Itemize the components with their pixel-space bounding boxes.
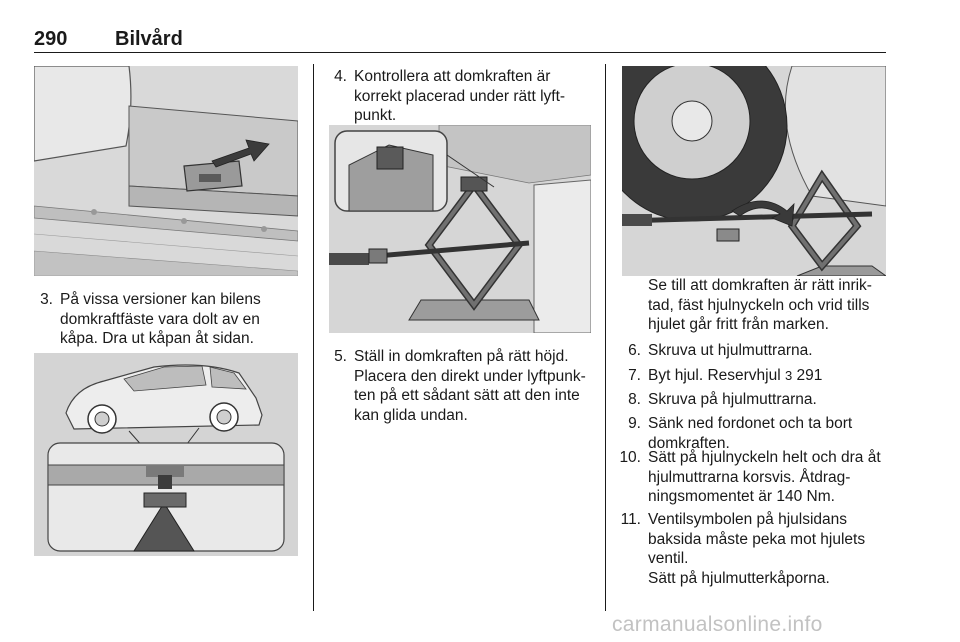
step-8	[622, 390, 890, 410]
step-text: På vissa versioner kan bilens domkraftfäste vara dolt av en kåpa. Dra ut kåpan åt sidan.	[60, 291, 261, 347]
step-text: Sätt på hjulnyckeln helt och dra åt hjulmuttrarna korsvis. Åtdrag-ningsmomentet är 140 Nm.	[648, 449, 881, 505]
page-number: 290	[34, 28, 68, 50]
section-title: Bilvård	[115, 28, 183, 50]
step-5	[331, 347, 591, 427]
illustration-jack-lifting-wheel	[622, 66, 886, 276]
illustration-jack-under-lift-point	[329, 125, 591, 333]
step-text: Kontrollera att domkraften är korrekt placerad under rätt lyft-punkt.	[354, 68, 566, 124]
final-note: Sätt på hjulmutterkåporna.	[648, 570, 830, 587]
step-text-main: Byt hjul. Reservhjul	[648, 367, 781, 384]
step-4	[331, 67, 591, 127]
step-text: Skruva på hjulmuttrarna.	[648, 391, 817, 408]
step-11	[609, 510, 890, 570]
illustration-car-jack-point	[34, 353, 298, 556]
watermark: carmanualsonline.info	[612, 613, 823, 636]
step-number: 8.	[628, 391, 641, 408]
step-text	[648, 366, 890, 386]
step-text: Ställ in domkraften på rätt höjd. Placera den direkt under lyftpunk-ten på ett sådant sätt att den inte kan glida undan.	[354, 348, 586, 424]
step-text: Ventilsymbolen på hjulsidans baksida måste peka mot hjulets ventil.	[648, 511, 866, 567]
step-3	[34, 290, 298, 350]
step-number: 10.	[619, 449, 641, 466]
illustration-sill-cover	[34, 66, 298, 276]
step-text: Sänk ned fordonet och ta bort domkraften.	[648, 415, 853, 452]
page-reference[interactable]: 291	[796, 367, 823, 384]
right-intro-text: Se till att domkraften är rätt inrik-tad, fäst hjulnyckeln och vrid tills hjulet går fritt från marken.	[648, 277, 872, 333]
page-header	[34, 24, 886, 53]
step-number: 7.	[628, 367, 641, 384]
step-6	[622, 341, 890, 361]
step-number: 4.	[334, 68, 347, 85]
step-7	[622, 366, 890, 386]
column-divider-left	[313, 64, 314, 611]
step-number: 9.	[628, 415, 641, 432]
step-number: 3.	[40, 291, 53, 308]
page-reference-arrow-icon: 3	[784, 368, 793, 383]
column-divider-right	[605, 64, 606, 611]
step-number: 6.	[628, 342, 641, 359]
step-10	[609, 448, 890, 508]
step-text: Skruva ut hjulmuttrarna.	[648, 342, 813, 359]
step-number: 5.	[334, 348, 347, 365]
step-number: 11.	[620, 511, 641, 528]
